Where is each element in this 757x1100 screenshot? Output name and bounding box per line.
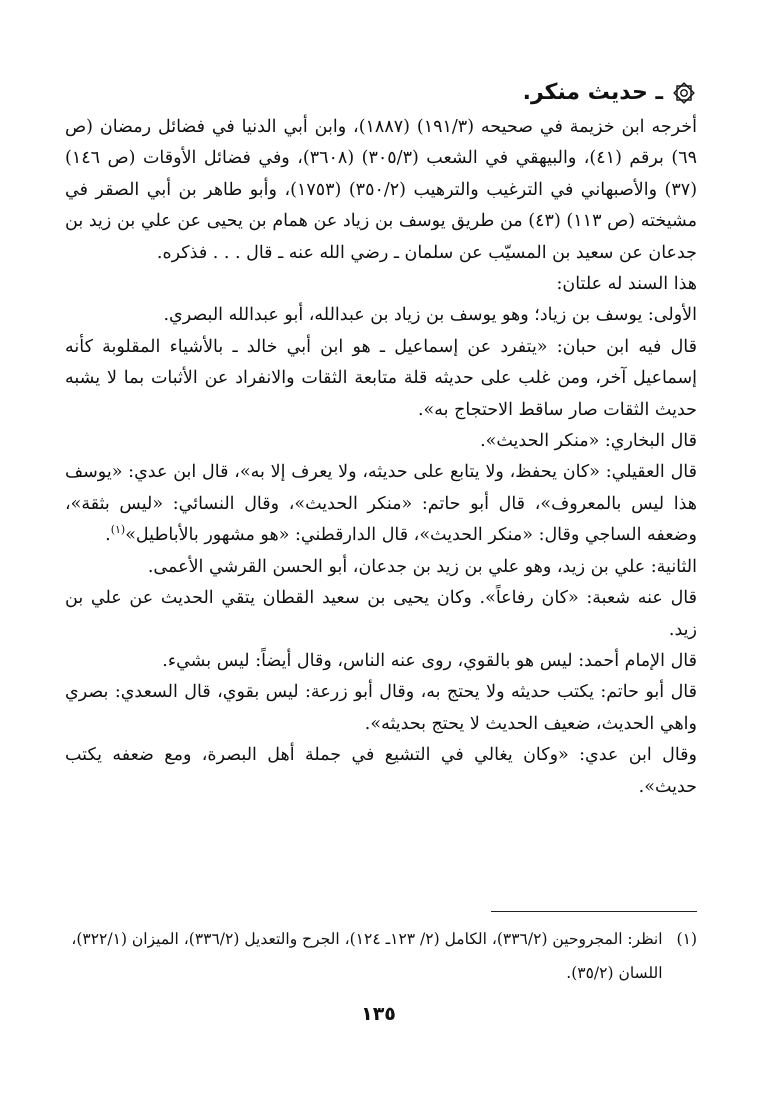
footnote-marker: (١) bbox=[110, 523, 126, 537]
section-heading bbox=[523, 78, 697, 108]
footnote-number: (١) bbox=[676, 930, 697, 948]
paragraph-first-defect: الأولى: يوسف بن زياد؛ وهو يوسف بن زياد بن عبدالله، أبو عبدالله البصري. bbox=[163, 305, 697, 326]
footnote-text: انظر: المجروحين (٣٣٦/٢)، الكامل (٢/ ١٢٣ـ ١٢٤)، الجرح والتعديل (٣٣٦/٢)، الميزان (٣٢٢/١)، اللسان (٣٥/٢). bbox=[71, 930, 663, 982]
paragraph-sources: أخرجه ابن خزيمة في صحيحه (١٩١/٣) (١٨٨٧)، وابن أبي الدنيا في فضائل رمضان (ص ٦٩) برقم (٤١)، والبيهقي في الشعب (٣٠٥/٣) (٣٦٠٨)، وفي فضائل الأوقات (ص ١٤٦) (٣٧) والأصبهاني في الترغيب والترهيب (٣٥٠/٢) (١٧٥٣)، وأبو طاهر بن أبي الصقر في مشيخته (ص ١١٣) (٤٣) من طريق يوسف بن زياد عن همام بن يحيى عن علي بن زيد بن جدعان عن سعيد بن المسيّب عن سلمان ـ رضي الله عنه ـ قال . . . فذكره. bbox=[65, 117, 698, 263]
footnote bbox=[65, 922, 697, 990]
paragraph-uqayli-text: قال العقيلي: «كان يحفظ، ولا يتابع على حديثه، ولا يعرف إلا به»، قال ابن عدي: «يوسف هذا ليس بالمعروف»، قال أبو حاتم: «منكر الحديث»، وقال النسائي: «ليس بثقة»، وضعفه الساجي وقال: «منكر الحديث»، قال الدارقطني: «هو مشهور بالأباطيل» bbox=[65, 462, 697, 546]
paragraph-uqayli bbox=[65, 457, 697, 551]
paragraph-uqayli-end: . bbox=[105, 525, 111, 546]
paragraph-ibn-hibban: قال فيه ابن حبان: «يتفرد عن إسماعيل ـ هو ابن أبي خالد ـ بالأشياء المقلوبة كأنه إسماعيل آخر، ومن غلب على حديثه قلة متابعة الثقات والانفراد عن الأثبات بما لا يشبه حديث الثقات صار ساقط الاحتجاج به». bbox=[65, 336, 697, 420]
paragraph-second-defect: الثانية: علي بن زيد، وهو علي بن زيد بن جدعان، أبو الحسن القرشي الأعمى. bbox=[147, 556, 697, 577]
page-number: ١٣٥ bbox=[361, 1003, 396, 1025]
octagram-ornament-icon bbox=[671, 80, 697, 106]
main-text bbox=[65, 112, 697, 803]
heading-title: ـ حديث منكر. bbox=[522, 80, 663, 105]
paragraph-shuba: قال عنه شعبة: «كان رفاعاً». وكان يحيى بن سعيد القطان يتقي الحديث عن علي بن زيد. bbox=[65, 588, 697, 640]
paragraph-bukhari: قال البخاري: «منكر الحديث». bbox=[480, 431, 697, 452]
paragraph-abu-hatim: قال أبو حاتم: يكتب حديثه ولا يحتج به، وقال أبو زرعة: ليس بقوي، قال السعدي: بصري واهي الحديث، ضعيف الحديث لا يحتج بحديثه». bbox=[65, 682, 697, 734]
paragraph-ibn-adi: وقال ابن عدي: «وكان يغالي في التشيع في جملة أهل البصرة، ومع ضعفه يكتب حديث». bbox=[65, 745, 697, 797]
paragraph-ahmad: قال الإمام أحمد: ليس هو بالقوي، روى عنه الناس، وقال أيضاً: ليس بشيء. bbox=[162, 650, 697, 671]
paragraph-two-defects: هذا السند له علتان: bbox=[556, 274, 697, 295]
footnote-separator bbox=[491, 911, 697, 912]
